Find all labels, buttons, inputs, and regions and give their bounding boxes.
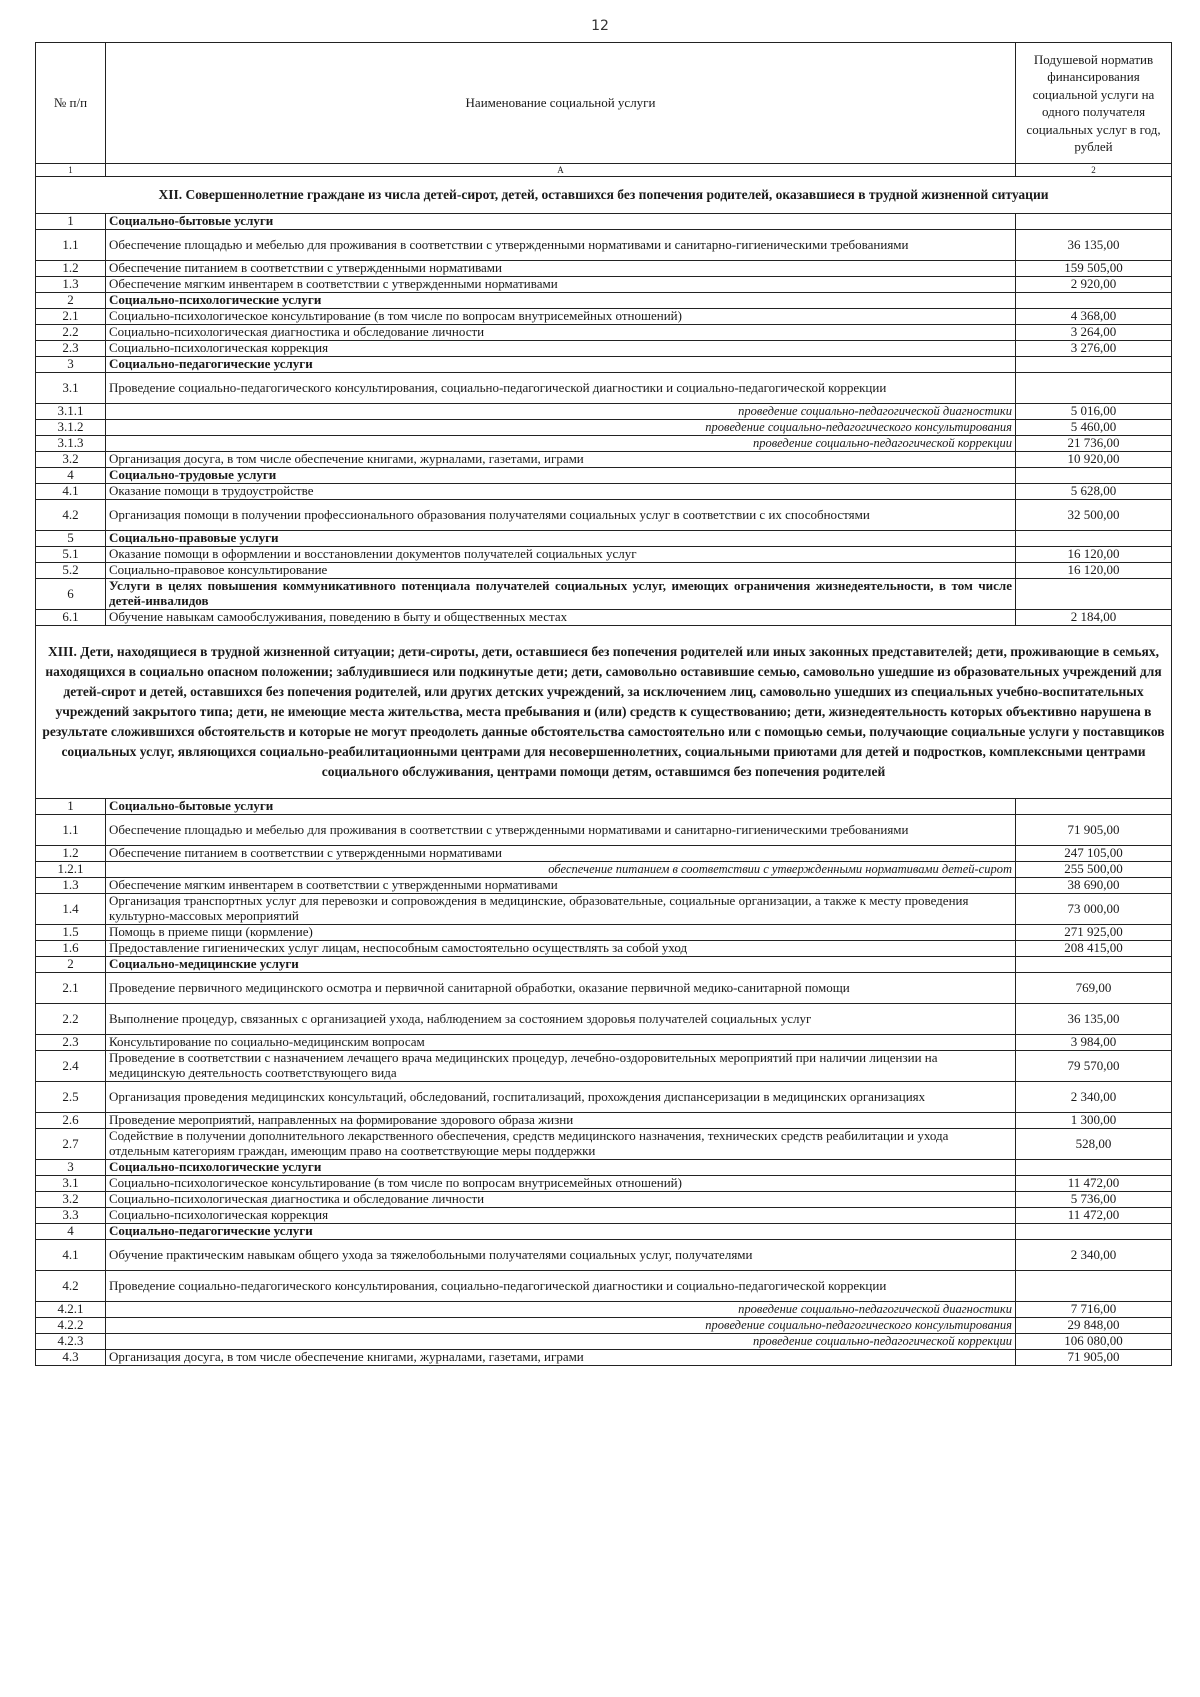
- row-number: 2.7: [36, 1129, 106, 1160]
- row-number: 1.3: [36, 878, 106, 894]
- row-number: 4.2: [36, 1271, 106, 1302]
- index-name: А: [106, 164, 1016, 177]
- index-value: 2: [1016, 164, 1172, 177]
- funding-value: 3 276,00: [1016, 341, 1172, 357]
- table-row: [36, 878, 1172, 894]
- sub-item-row: [36, 404, 1172, 420]
- service-name: Выполнение процедур, связанных с организацией ухода, наблюдением за состоянием здоровья получателей социальных услуг: [106, 1004, 1016, 1035]
- funding-value: 71 905,00: [1016, 815, 1172, 846]
- service-name: Обучение навыкам самообслуживания, поведению в быту и общественных местах: [106, 610, 1016, 626]
- service-name: Социально-бытовые услуги: [106, 799, 1016, 815]
- funding-value: [1016, 214, 1172, 230]
- row-number: 4.2: [36, 500, 106, 531]
- funding-value: 208 415,00: [1016, 941, 1172, 957]
- service-name: Социально-психологическое консультирование (в том числе по вопросам внутрисемейных отношений): [106, 1176, 1016, 1192]
- service-name: Социально-правовые услуги: [106, 531, 1016, 547]
- funding-value: 11 472,00: [1016, 1208, 1172, 1224]
- service-name: Проведение социально-педагогического консультирования, социально-педагогической диагностики и социально-педагогической коррекции: [106, 1271, 1016, 1302]
- service-name: Социально-психологическое консультирование (в том числе по вопросам внутрисемейных отношений): [106, 309, 1016, 325]
- row-number: 2.3: [36, 341, 106, 357]
- service-name: Услуги в целях повышения коммуникативного потенциала получателей социальных услуг, имеющих ограничения жизнедеятельности, в том числе детей-инвалидов: [106, 579, 1016, 610]
- table-row: [36, 1082, 1172, 1113]
- table-index-row: [36, 164, 1172, 177]
- section-13-title: XIII. Дети, находящиеся в трудной жизненной ситуации; дети-сироты, дети, оставшиеся без попечения родителей или иных законных представителей; дети, проживающие в семьях, находящихся в социально опасном положении; заблудившиеся или подкинутые дети; дети, самовольно оставившие семью, самовольно ушедшие из образовательных учреждений для детей-сирот и детей, оставшихся без попечения родителей, или других детских учреждений, за исключением лиц, самовольно ушедших из специальных учебно-воспитательных учреждений закрытого типа; дети, не имеющие места жительства, места пребывания и (или) средств к существованию; дети, жизнедеятельность которых объективно нарушена в результате сложившихся обстоятельств и которые не могут преодолеть данные обстоятельства самостоятельно или с помощью семьи, получающие социальные услуги у поставщиков социальных услуг, являющихся социально-реабилитационными центрами для несовершеннолетних, социальными приютами для детей и подростков, комплексными центрами социального обслуживания, центрами помощи детям, оставшимся без попечения родителей: [36, 626, 1172, 799]
- row-number: 4.1: [36, 1240, 106, 1271]
- table-row: [36, 547, 1172, 563]
- service-name: Оказание помощи в оформлении и восстановлении документов получателей социальных услуг: [106, 547, 1016, 563]
- funding-value: [1016, 579, 1172, 610]
- funding-value: 7 716,00: [1016, 1302, 1172, 1318]
- funding-value: [1016, 468, 1172, 484]
- row-number: 6: [36, 579, 106, 610]
- table-row: [36, 261, 1172, 277]
- row-number: 2.2: [36, 1004, 106, 1035]
- funding-value: 32 500,00: [1016, 500, 1172, 531]
- funding-value: 271 925,00: [1016, 925, 1172, 941]
- funding-value: 2 340,00: [1016, 1082, 1172, 1113]
- service-name: Социально-трудовые услуги: [106, 468, 1016, 484]
- header-name: Наименование социальной услуги: [106, 43, 1016, 164]
- service-name: Обеспечение питанием в соответствии с утвержденными нормативами: [106, 261, 1016, 277]
- table-row: [36, 1035, 1172, 1051]
- service-name: Обеспечение питанием в соответствии с утвержденными нормативами: [106, 846, 1016, 862]
- service-name: Организация проведения медицинских консультаций, обследований, госпитализаций, прохождения диспансеризации в медицинских организациях: [106, 1082, 1016, 1113]
- funding-value: 3 264,00: [1016, 325, 1172, 341]
- row-number: 4.2.2: [36, 1318, 106, 1334]
- row-number: 5: [36, 531, 106, 547]
- row-number: 1.5: [36, 925, 106, 941]
- social-services-table: [35, 42, 1172, 1366]
- funding-value: 38 690,00: [1016, 878, 1172, 894]
- index-num: 1: [36, 164, 106, 177]
- funding-value: [1016, 357, 1172, 373]
- table-row: [36, 452, 1172, 468]
- category-row: [36, 1160, 1172, 1176]
- sub-item-row: [36, 420, 1172, 436]
- service-name: Проведение мероприятий, направленных на формирование здорового образа жизни: [106, 1113, 1016, 1129]
- funding-value: 5 016,00: [1016, 404, 1172, 420]
- service-name: Обеспечение мягким инвентарем в соответствии с утвержденными нормативами: [106, 277, 1016, 293]
- funding-value: 79 570,00: [1016, 1051, 1172, 1082]
- service-name: проведение социально-педагогического консультирования: [106, 420, 1016, 436]
- table-row: [36, 925, 1172, 941]
- funding-value: [1016, 531, 1172, 547]
- funding-value: 769,00: [1016, 973, 1172, 1004]
- table-row: [36, 277, 1172, 293]
- service-name: Организация транспортных услуг для перевозки и сопровождения в медицинские, образовательные, социальные организации, а также к месту проведения культурно-массовых мероприятий: [106, 894, 1016, 925]
- table-header-row: [36, 43, 1172, 164]
- row-number: 3.3: [36, 1208, 106, 1224]
- table-row: [36, 341, 1172, 357]
- funding-value: 528,00: [1016, 1129, 1172, 1160]
- category-row: [36, 468, 1172, 484]
- table-row: [36, 1350, 1172, 1366]
- funding-value: 106 080,00: [1016, 1334, 1172, 1350]
- row-number: 1.4: [36, 894, 106, 925]
- funding-value: 3 984,00: [1016, 1035, 1172, 1051]
- service-name: проведение социально-педагогической коррекции: [106, 436, 1016, 452]
- row-number: 3.1.2: [36, 420, 106, 436]
- table-row: [36, 484, 1172, 500]
- section-12-title-row: [36, 177, 1172, 214]
- row-number: 2.4: [36, 1051, 106, 1082]
- funding-value: 2 340,00: [1016, 1240, 1172, 1271]
- row-number: 1.3: [36, 277, 106, 293]
- service-name: Социально-психологические услуги: [106, 293, 1016, 309]
- row-number: 2.3: [36, 1035, 106, 1051]
- service-name: Проведение первичного медицинского осмотра и первичной санитарной обработки, оказание первичной медико-санитарной помощи: [106, 973, 1016, 1004]
- service-name: Обучение практическим навыкам общего ухода за тяжелобольными получателями социальных услуг, получателями: [106, 1240, 1016, 1271]
- row-number: 4.1: [36, 484, 106, 500]
- service-name: обеспечение питанием в соответствии с утвержденными нормативами детей-сирот: [106, 862, 1016, 878]
- table-row: [36, 373, 1172, 404]
- row-number: 1.1: [36, 815, 106, 846]
- sub-item-row: [36, 1334, 1172, 1350]
- row-number: 4: [36, 1224, 106, 1240]
- service-name: Социально-психологическая диагностика и обследование личности: [106, 325, 1016, 341]
- row-number: 1.2.1: [36, 862, 106, 878]
- funding-value: 5 460,00: [1016, 420, 1172, 436]
- service-name: Социально-психологическая коррекция: [106, 1208, 1016, 1224]
- row-number: 2.2: [36, 325, 106, 341]
- service-name: Проведение социально-педагогического консультирования, социально-педагогической диагностики и социально-педагогической коррекции: [106, 373, 1016, 404]
- funding-value: [1016, 957, 1172, 973]
- service-name: Обеспечение площадью и мебелью для проживания в соответствии с утвержденными нормативами и санитарно-гигиеническими требованиями: [106, 815, 1016, 846]
- service-name: проведение социально-педагогической диагностики: [106, 1302, 1016, 1318]
- table-row: [36, 1192, 1172, 1208]
- row-number: 1.2: [36, 846, 106, 862]
- sub-item-row: [36, 1302, 1172, 1318]
- table-row: [36, 610, 1172, 626]
- sub-item-row: [36, 436, 1172, 452]
- table-row: [36, 309, 1172, 325]
- service-name: Содействие в получении дополнительного лекарственного обеспечения, средств медицинского назначения, технических средств реабилитации и ухода отдельным категориям граждан, имеющим право на соответствующие меры поддержки: [106, 1129, 1016, 1160]
- funding-value: 36 135,00: [1016, 1004, 1172, 1035]
- table-row: [36, 325, 1172, 341]
- row-number: 2.1: [36, 973, 106, 1004]
- table-row: [36, 230, 1172, 261]
- row-number: 1.1: [36, 230, 106, 261]
- table-row: [36, 1176, 1172, 1192]
- sub-item-row: [36, 1318, 1172, 1334]
- sub-item-row: [36, 862, 1172, 878]
- category-row: [36, 579, 1172, 610]
- table-row: [36, 815, 1172, 846]
- row-number: 3: [36, 1160, 106, 1176]
- row-number: 2: [36, 957, 106, 973]
- funding-value: [1016, 293, 1172, 309]
- table-row: [36, 941, 1172, 957]
- funding-value: [1016, 799, 1172, 815]
- table-row: [36, 1004, 1172, 1035]
- row-number: 4.2.1: [36, 1302, 106, 1318]
- service-name: Социально-бытовые услуги: [106, 214, 1016, 230]
- service-name: Социально-психологические услуги: [106, 1160, 1016, 1176]
- table-row: [36, 1208, 1172, 1224]
- row-number: 4.3: [36, 1350, 106, 1366]
- row-number: 2.6: [36, 1113, 106, 1129]
- service-name: Обеспечение площадью и мебелью для проживания в соответствии с утвержденными нормативами и санитарно-гигиеническими требованиями: [106, 230, 1016, 261]
- service-name: Социально-психологическая коррекция: [106, 341, 1016, 357]
- table-row: [36, 894, 1172, 925]
- category-row: [36, 357, 1172, 373]
- table-row: [36, 846, 1172, 862]
- service-name: Социально-педагогические услуги: [106, 357, 1016, 373]
- service-name: Помощь в приеме пищи (кормление): [106, 925, 1016, 941]
- funding-value: [1016, 373, 1172, 404]
- funding-value: 73 000,00: [1016, 894, 1172, 925]
- table-row: [36, 500, 1172, 531]
- service-name: Организация досуга, в том числе обеспечение книгами, журналами, газетами, играми: [106, 452, 1016, 468]
- service-name: Социально-правовое консультирование: [106, 563, 1016, 579]
- funding-value: 21 736,00: [1016, 436, 1172, 452]
- funding-value: 247 105,00: [1016, 846, 1172, 862]
- row-number: 2.1: [36, 309, 106, 325]
- service-name: Обеспечение мягким инвентарем в соответствии с утвержденными нормативами: [106, 878, 1016, 894]
- category-row: [36, 799, 1172, 815]
- funding-value: 16 120,00: [1016, 563, 1172, 579]
- section-13-title-row: [36, 626, 1172, 799]
- service-name: Консультирование по социально-медицинским вопросам: [106, 1035, 1016, 1051]
- table-row: [36, 1271, 1172, 1302]
- row-number: 3: [36, 357, 106, 373]
- service-name: Предоставление гигиенических услуг лицам, неспособным самостоятельно осуществлять за собой уход: [106, 941, 1016, 957]
- service-name: Социально-психологическая диагностика и обследование личности: [106, 1192, 1016, 1208]
- row-number: 2: [36, 293, 106, 309]
- row-number: 3.1: [36, 1176, 106, 1192]
- row-number: 2.5: [36, 1082, 106, 1113]
- funding-value: [1016, 1271, 1172, 1302]
- funding-value: 36 135,00: [1016, 230, 1172, 261]
- section-12-title: XII. Совершеннолетние граждане из числа детей-сирот, детей, оставшихся без попечения родителей, оказавшиеся в трудной жизненной ситуации: [36, 177, 1172, 214]
- header-value: Подушевой норматив финансирования социальной услуги на одного получателя социальных услуг в год, рублей: [1016, 43, 1172, 164]
- row-number: 3.1.3: [36, 436, 106, 452]
- funding-value: 5 628,00: [1016, 484, 1172, 500]
- table-row: [36, 1113, 1172, 1129]
- row-number: 1: [36, 799, 106, 815]
- row-number: 3.1.1: [36, 404, 106, 420]
- table-row: [36, 973, 1172, 1004]
- row-number: 1: [36, 214, 106, 230]
- row-number: 4: [36, 468, 106, 484]
- page-number: 12: [591, 18, 609, 34]
- funding-value: 4 368,00: [1016, 309, 1172, 325]
- service-name: Социально-педагогические услуги: [106, 1224, 1016, 1240]
- row-number: 1.6: [36, 941, 106, 957]
- category-row: [36, 531, 1172, 547]
- row-number: 3.2: [36, 1192, 106, 1208]
- row-number: 3.2: [36, 452, 106, 468]
- funding-value: 5 736,00: [1016, 1192, 1172, 1208]
- service-name: Социально-медицинские услуги: [106, 957, 1016, 973]
- table-row: [36, 1240, 1172, 1271]
- service-name: проведение социально-педагогической диагностики: [106, 404, 1016, 420]
- category-row: [36, 214, 1172, 230]
- funding-value: [1016, 1160, 1172, 1176]
- table-row: [36, 1129, 1172, 1160]
- funding-value: 2 184,00: [1016, 610, 1172, 626]
- funding-value: 159 505,00: [1016, 261, 1172, 277]
- service-name: проведение социально-педагогической коррекции: [106, 1334, 1016, 1350]
- table-row: [36, 563, 1172, 579]
- row-number: 5.1: [36, 547, 106, 563]
- row-number: 3.1: [36, 373, 106, 404]
- header-num: № п/п: [36, 43, 106, 164]
- funding-value: 71 905,00: [1016, 1350, 1172, 1366]
- funding-value: 255 500,00: [1016, 862, 1172, 878]
- category-row: [36, 957, 1172, 973]
- service-name: Проведение в соответствии с назначением лечащего врача медицинских процедур, лечебно-оздоровительных мероприятий при наличии лицензии на медицинскую деятельность соответствующего вида: [106, 1051, 1016, 1082]
- service-name: Организация помощи в получении профессионального образования получателями социальных услуг в соответствии с их способностями: [106, 500, 1016, 531]
- row-number: 5.2: [36, 563, 106, 579]
- funding-value: [1016, 1224, 1172, 1240]
- funding-value: 16 120,00: [1016, 547, 1172, 563]
- category-row: [36, 293, 1172, 309]
- funding-value: 29 848,00: [1016, 1318, 1172, 1334]
- funding-value: 10 920,00: [1016, 452, 1172, 468]
- funding-value: 11 472,00: [1016, 1176, 1172, 1192]
- row-number: 4.2.3: [36, 1334, 106, 1350]
- service-name: Оказание помощи в трудоустройстве: [106, 484, 1016, 500]
- row-number: 6.1: [36, 610, 106, 626]
- category-row: [36, 1224, 1172, 1240]
- funding-value: 1 300,00: [1016, 1113, 1172, 1129]
- service-name: проведение социально-педагогического консультирования: [106, 1318, 1016, 1334]
- service-name: Организация досуга, в том числе обеспечение книгами, журналами, газетами, играми: [106, 1350, 1016, 1366]
- table-row: [36, 1051, 1172, 1082]
- row-number: 1.2: [36, 261, 106, 277]
- funding-value: 2 920,00: [1016, 277, 1172, 293]
